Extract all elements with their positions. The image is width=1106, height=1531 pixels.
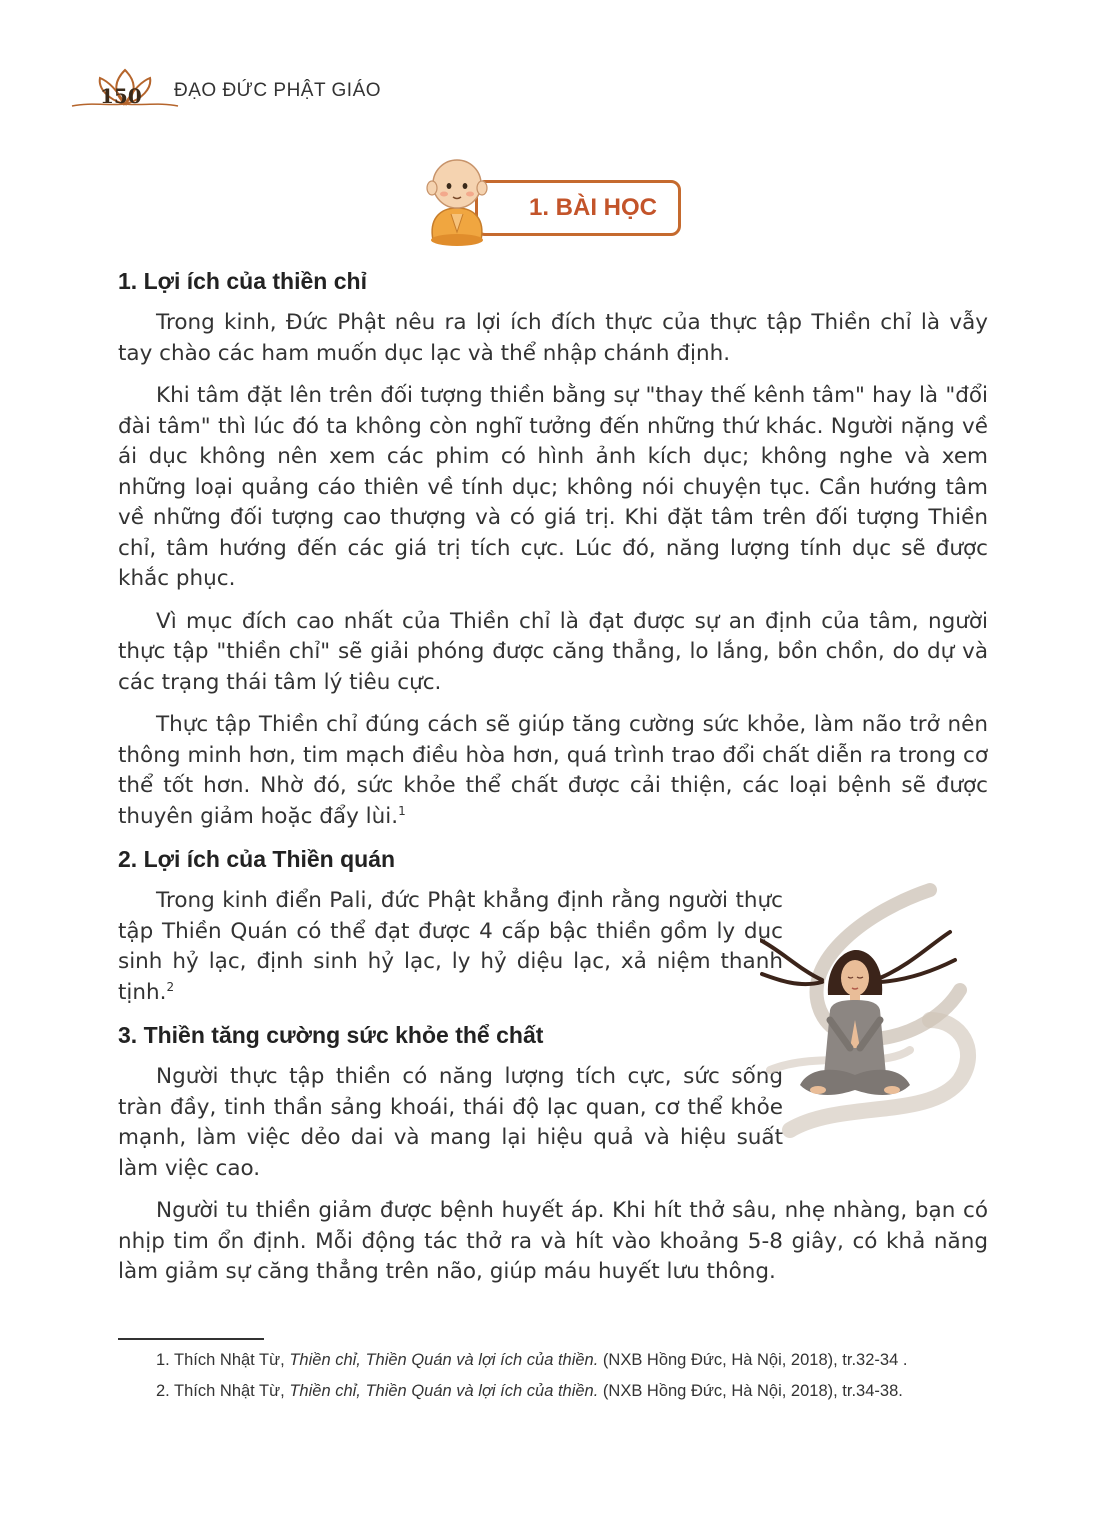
footnote-ref: 2: [166, 979, 175, 994]
paragraph: Người tu thiền giảm được bệnh huyết áp. Khi hít thở sâu, nhẹ nhàng, bạn có nhịp tim ổn định. Mỗi động tác thở ra và hít vào khoảng 5-8 giây, có khả năng làm giảm sự căng thẳng trên não, giúp máu huyết lưu thông.: [118, 1198, 988, 1284]
section-title: 1. BÀI HỌC: [528, 194, 657, 221]
paragraph: Người thực tập thiền có năng lượng tích cực, sức sống tràn đầy, tinh thần sảng khoái, thái độ lạc quan, cơ thể khỏe mạnh, làm việc dẻo dai và mang lại hiệu quả và hiệu suất làm việc cao.: [118, 1064, 783, 1181]
paragraph: Vì mục đích cao nhất của Thiền chỉ là đạt được sự an định của tâm, người thực tập "thiền chỉ" sẽ giải phóng được căng thẳng, lo lắng, bồn chồn, do dự và các trạng thái tâm lý tiêu cực.: [118, 608, 988, 695]
footnotes: [118, 1348, 988, 1410]
paragraph-text: Thực tập Thiền chỉ đúng cách sẽ giúp tăng cường sức khỏe, làm não trở nên thông minh hơn, tim mạch điều hòa hơn, quá trình trao đổi chất diễn ra trong cơ thể tốt hơn. Nhờ đó, sức khỏe thể chất được cải thiện, các loại bệnh sẽ được thuyên giảm hoặc đẩy lùi.: [118, 712, 988, 829]
footnote-2-title: Thiền chỉ, Thiền Quán và lợi ích của thiền.: [289, 1382, 599, 1400]
meditation-illustration: [760, 870, 990, 1160]
badge-box: [475, 180, 681, 236]
footnote-1-title: Thiền chỉ, Thiền Quán và lợi ích của thiền.: [289, 1351, 599, 1369]
book-title: ĐẠO ĐỨC PHẬT GIÁO: [174, 80, 382, 101]
footnote-2: 2. Thích Nhật Từ, Thiền chỉ, Thiền Quán và lợi ích của thiền. (NXB Hồng Đức, Hà Nội, 2018), tr.34-38.: [156, 1382, 903, 1400]
paragraph-text: Trong kinh điển Pali, đức Phật khẳng định rằng người thực tập Thiền Quán có thể đạt được 4 cấp bậc thiền gồm ly dục sinh hỷ lạc, định sinh hỷ lạc, ly hỷ diệu lạc, xả niệm thanh tịnh.: [118, 888, 783, 1005]
paragraph-with-note: [118, 886, 783, 1008]
page-header: [70, 62, 590, 122]
page-number: 150: [100, 84, 142, 108]
paragraph: Khi tâm đặt lên trên đối tượng thiền bằng sự "thay thế kênh tâm" hay là "đổi đài tâm" thì lúc đó ta không còn nghĩ tưởng đến những thứ khác. Người nặng về ái dục không nên xem các phim có hình ảnh kích dục; không nghe và xem những loại quảng cáo thiên về tính dục; không nói chuyện tục. Cần hướng tâm về những đối tượng cao thượng và có giá trị. Khi đặt tâm trên đối tượng Thiền chỉ, tâm hướng đến các giá trị tích cực. Lúc đó, năng lượng tính dục sẽ được khắc phục.: [118, 383, 988, 591]
section-badge: [415, 150, 685, 250]
paragraph: Trong kinh, Đức Phật nêu ra lợi ích đích thực của thực tập Thiền chỉ là vẫy tay chào các ham muốn dục lạc và thể nhập chánh định.: [118, 310, 988, 366]
footnote-divider: [118, 1338, 264, 1340]
footnote-ref: 1: [398, 803, 406, 818]
paragraph-with-note: [118, 710, 988, 832]
section-3-heading: 3. Thiền tăng cường sức khỏe thể chất: [118, 1022, 544, 1048]
footnote-1: 1. Thích Nhật Từ, Thiền chỉ, Thiền Quán và lợi ích của thiền. (NXB Hồng Đức, Hà Nội, 2018), tr.32-34 .: [156, 1351, 908, 1369]
section-2-heading: 2. Lợi ích của Thiền quán: [118, 846, 396, 872]
monk-mascot-icon: [415, 150, 505, 250]
section-1-heading: 1. Lợi ích của thiền chỉ: [118, 268, 367, 294]
